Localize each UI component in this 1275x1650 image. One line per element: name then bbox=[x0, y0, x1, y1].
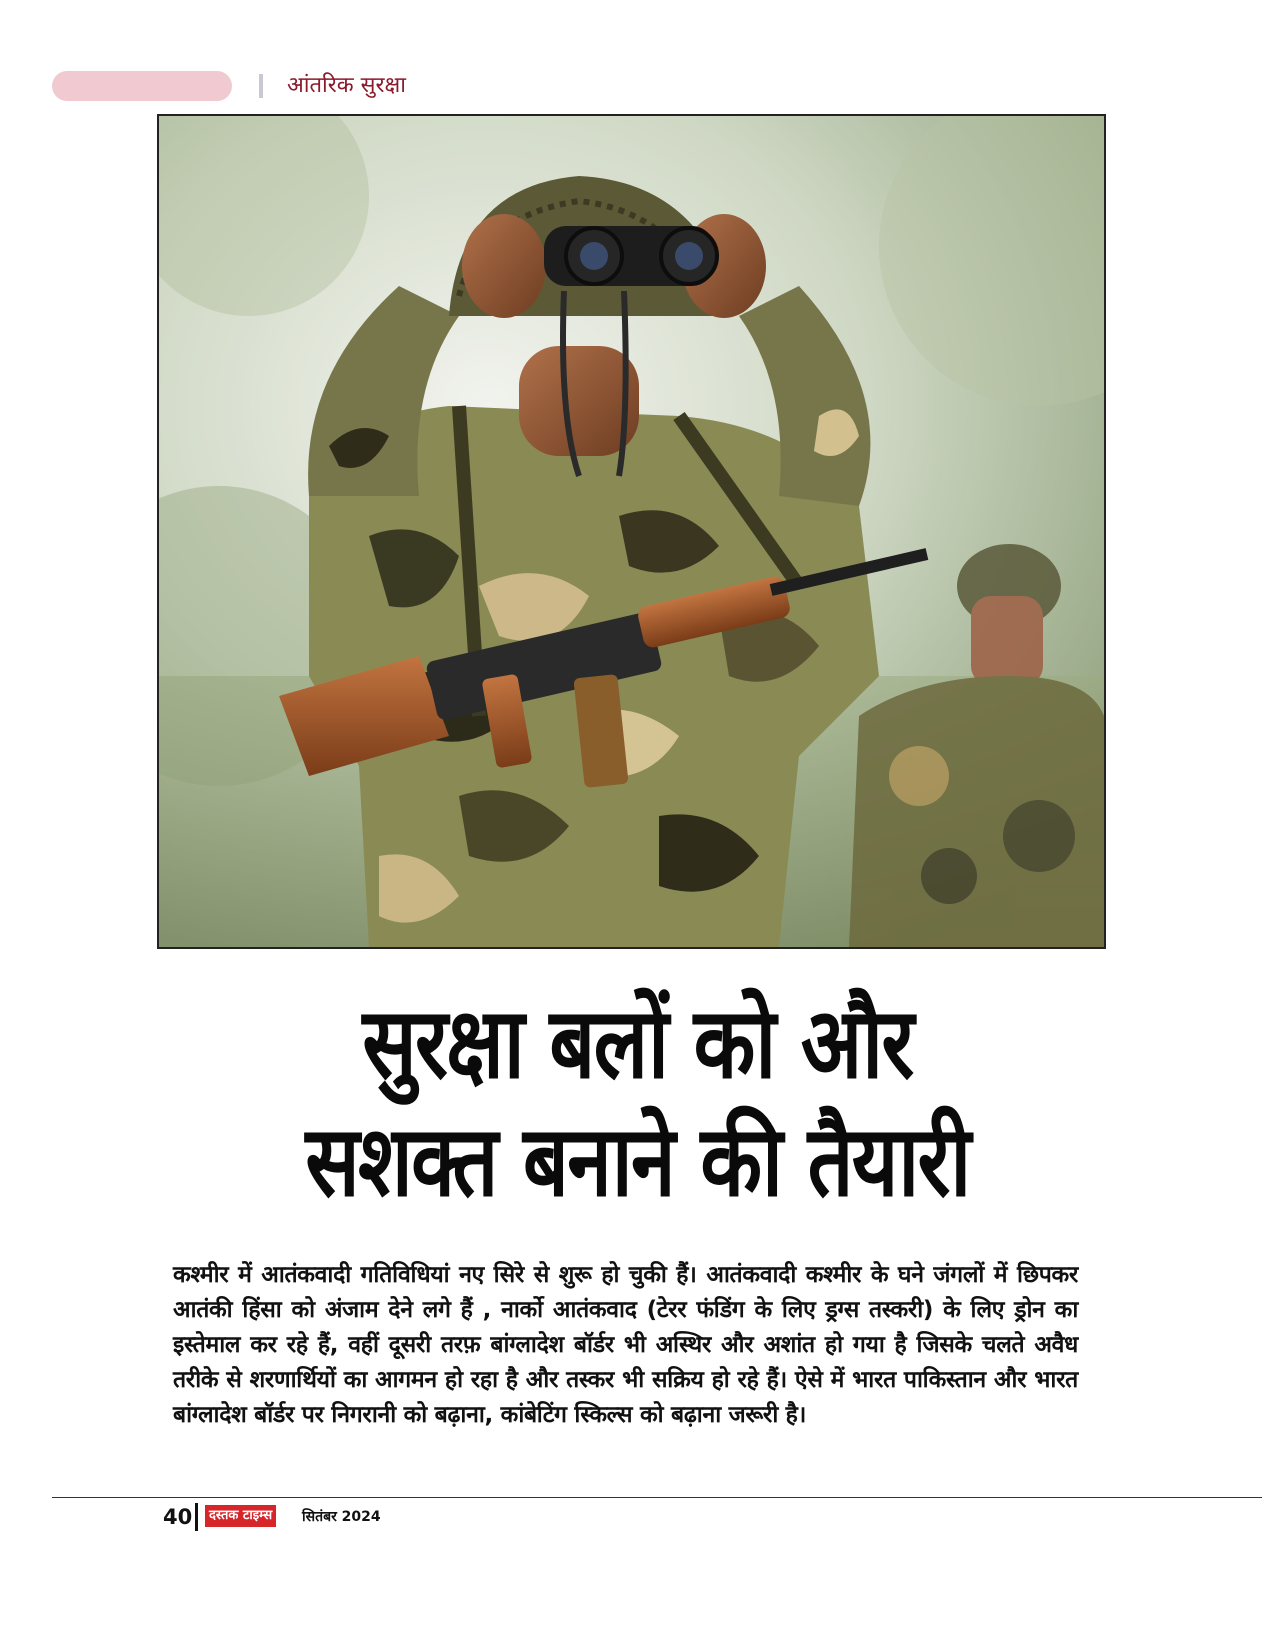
article-body: कश्मीर में आतंकवादी गतिविधियां नए सिरे से शुरू हो चुकी हैं। आतंकवादी कश्मीर के घने जंगलों में छिपकर आतंकी हिंसा को अंजाम देने लगे हैं , नार्को आतंकवाद (टेरर फंडिंग के लिए ड्रग्स तस्करी) के लिए ड्रोन का इस्तेमाल कर रहे हैं, वहीं दूसरी तरफ़ बांग्लादेश बॉर्डर भी अस्थिर और अशांत हो गया है जिसके चलते अवैध तरीके से शरणार्थियों का आगमन हो रहा है और तस्कर भी सक्रिय हो रहे हैं। ऐसे में भारत पाकिस्तान और भारत बांग्लादेश बॉर्डर पर निगरानी को बढ़ाना, कांबेटिंग स्किल्स को बढ़ाना जरूरी है। bbox=[173, 1262, 1078, 1428]
publication-logo: दस्तक टाइम्स bbox=[205, 1505, 276, 1527]
headline-line-2: सशक्त बनाने की तैयारी bbox=[305, 1105, 970, 1219]
issue-date: सितंबर 2024 bbox=[302, 1509, 381, 1525]
section-tab-pill bbox=[52, 71, 232, 101]
footer-separator bbox=[195, 1503, 198, 1531]
footer-rule bbox=[52, 1497, 1262, 1498]
soldier-photo-illustration bbox=[159, 116, 1104, 947]
section-label: आंतरिक सुरक्षा bbox=[287, 73, 406, 98]
hero-photo bbox=[157, 114, 1106, 949]
headline-line-1: सुरक्षा बलों को और bbox=[362, 987, 913, 1101]
page-number: 40 bbox=[163, 1505, 193, 1529]
section-divider bbox=[259, 74, 263, 98]
article-headline bbox=[115, 985, 1161, 1221]
